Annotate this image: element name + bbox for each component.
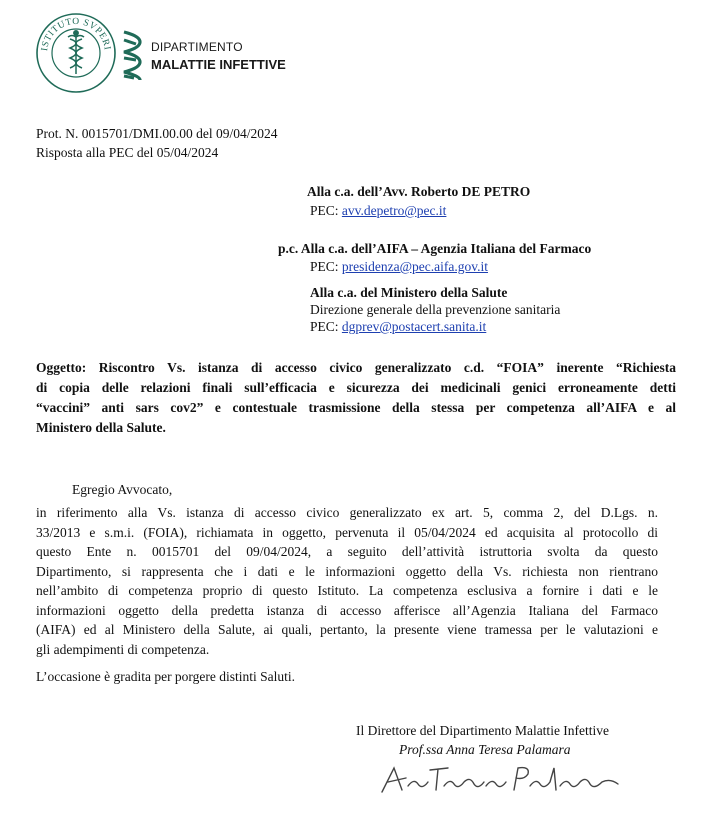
body-line: Dipartimento, si rappresenta che i dati e le informazioni oggetto della Vs. richiesta non rientrano — [36, 563, 658, 579]
recipient-ministry-pec — [310, 318, 486, 336]
body-line: informazioni oggetto della predetta istanza di accesso afferisce all’Agenzia Italiana del Farmaco — [36, 602, 658, 618]
recipient-ministry-subtitle: Direzione generale della prevenzione sanitaria — [310, 302, 561, 317]
aifa-pec-link[interactable]: presidenza@pec.aifa.gov.it — [341, 259, 489, 274]
body-line: questo Ente n. 0015701 del 09/04/2024, a seguito dell’attività istruttoria svolta da questo — [36, 544, 658, 559]
recipient-ministry-title: Alla c.a. del Ministero della Salute — [310, 285, 508, 300]
body-paragraph — [36, 503, 658, 659]
protocol-reply: Risposta alla PEC del 05/04/2024 — [36, 145, 219, 160]
pec-label: PEC: — [310, 319, 339, 334]
pec-label: PEC: — [310, 203, 339, 218]
handwritten-signature — [378, 760, 628, 800]
protocol-number: Prot. N. 0015701/DMI.00.00 del 09/04/2024 — [36, 126, 278, 141]
department-label-line1: DIPARTIMENTO — [151, 40, 243, 54]
salutation: Egregio Avvocato, — [72, 482, 173, 497]
signature-role: Il Direttore del Dipartimento Malattie Infettive — [356, 723, 610, 738]
iss-seal — [35, 12, 117, 94]
signature-name: Prof.ssa Anna Teresa Palamara — [399, 742, 571, 757]
body-line: gli adempimenti di competenza. — [36, 641, 210, 657]
seal-text: ISTITUTO SVPERI — [40, 16, 112, 52]
closing-line: L’occasione è gradita per porgere distinti Saluti. — [36, 669, 296, 684]
body-line: 33/2013 e s.m.i. (FOIA), richiamata in oggetto, pervenuta il 05/04/2024 ed acquisita al protocollo di — [36, 524, 658, 540]
recipient-lawyer-pec — [310, 202, 446, 220]
recipient-aifa-pec — [310, 258, 488, 276]
ministry-pec-link[interactable]: dgprev@postacert.sanita.it — [341, 319, 487, 334]
caduceus-icon — [68, 31, 84, 74]
pec-label: PEC: — [310, 259, 339, 274]
subject-block — [36, 358, 676, 438]
body-line: nell’ambito di competenza proprio di questo Istituto. La competenza esclusiva a fornire i dati e le — [36, 583, 658, 598]
iss-seal-graphic — [35, 12, 117, 94]
subject-line: di copia delle relazioni finali sull’efficacia e sicurezza dei medicinali genici erroneamente detti — [36, 380, 676, 395]
subject-line: “vaccini” anti sars cov2” e contestuale trasmissione della stessa per competenza all’AIFA e al — [36, 400, 676, 415]
department-logo — [120, 30, 144, 82]
recipient-lawyer-title: Alla c.a. dell’Avv. Roberto DE PETRO — [307, 184, 531, 199]
dna-logo-icon — [120, 30, 144, 82]
body-line: in riferimento alla Vs. istanza di accesso civico generalizzato ex art. 5, comma 2, del D.Lgs. n. — [36, 505, 658, 520]
lawyer-pec-link[interactable]: avv.depetro@pec.it — [341, 203, 447, 218]
subject-line: Oggetto: Riscontro Vs. istanza di accesso civico generalizzato c.d. “FOIA” inerente “Richiesta — [36, 360, 676, 375]
body-line: (AIFA) ed al Ministero della Salute, ai quali, pertanto, la presente viene tramessa per le valutazioni e — [36, 622, 658, 637]
department-label-line2: MALATTIE INFETTIVE — [151, 57, 286, 72]
recipient-aifa-title: p.c. Alla c.a. dell’AIFA – Agenzia Italiana del Farmaco — [278, 241, 592, 256]
subject-line: Ministero della Salute. — [36, 420, 166, 435]
signature-scribble — [378, 760, 628, 800]
